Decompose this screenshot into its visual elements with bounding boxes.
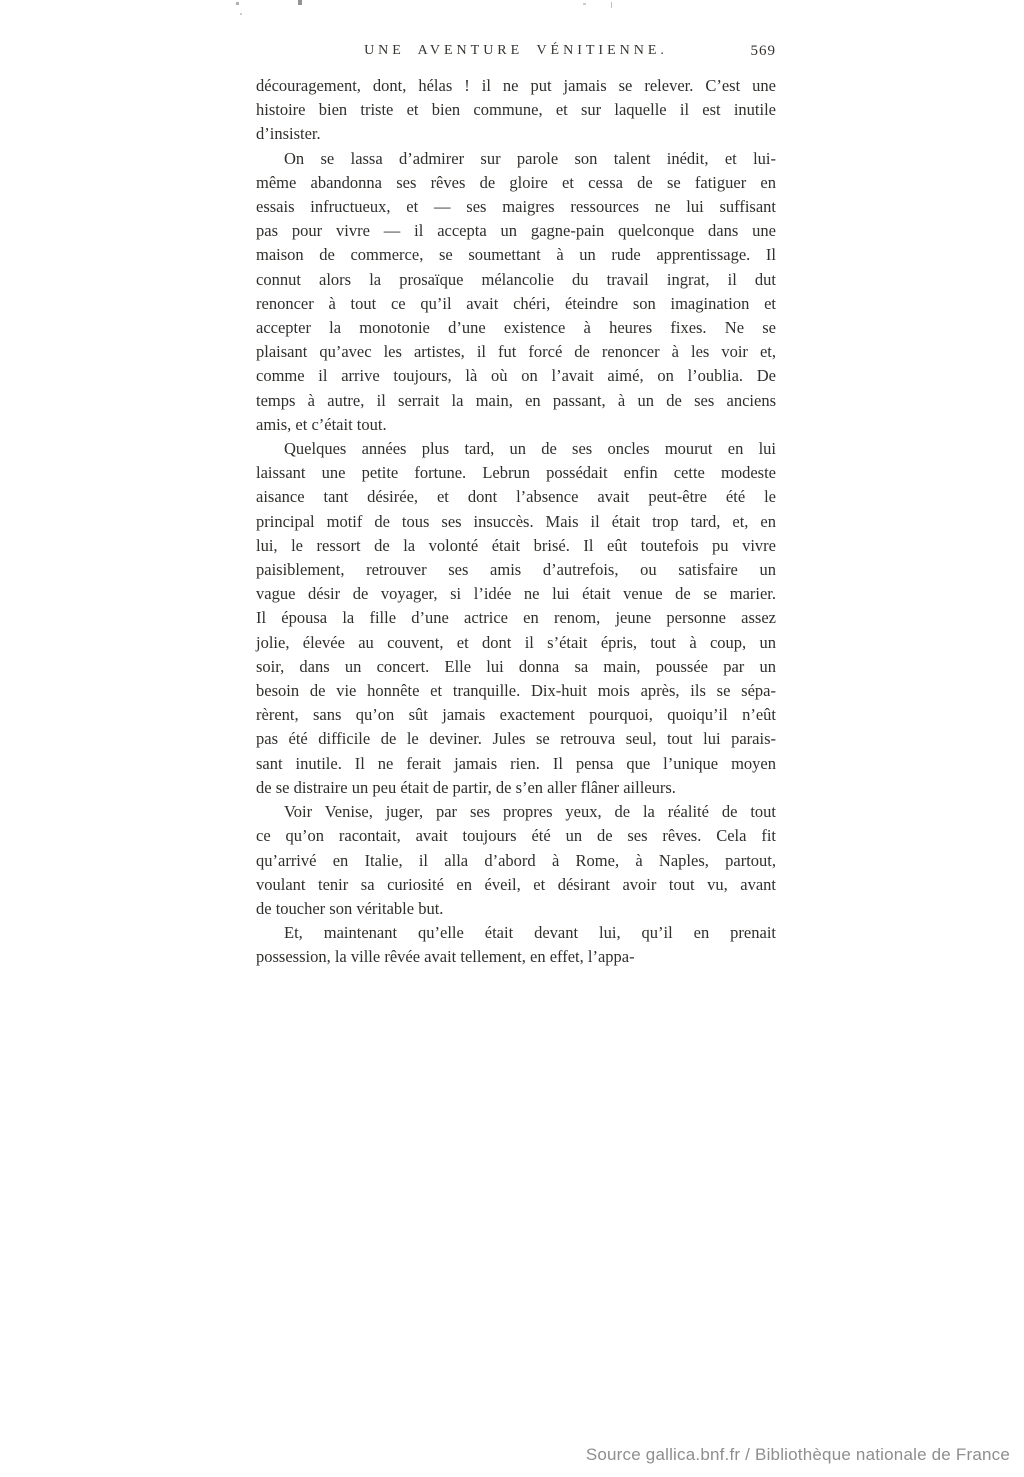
text-line: qu’arrivé en Italie, il alla d’abord à Rome, à Naples, partout, xyxy=(256,850,776,870)
text-line: découragement, dont, hélas ! il ne put jamais se relever. C’est une xyxy=(256,76,776,95)
scan-speck xyxy=(236,2,239,5)
text-line: comme il arrive toujours, là où on l’avait aimé, on l’oublia. De xyxy=(256,366,776,386)
text-line: besoin de vie honnête et tranquille. Dix-huit mois après, ils se sépa- xyxy=(256,681,776,701)
page-text xyxy=(256,74,776,970)
text-line: sant inutile. Il ne ferait jamais rien. Il pensa que l’unique moyen xyxy=(256,753,776,773)
scan-speck xyxy=(583,3,586,5)
paragraph xyxy=(256,437,776,800)
text-line: Voir Venise, juger, par ses propres yeux, de la réalité de tout xyxy=(284,802,776,822)
text-line: soir, dans un concert. Elle lui donna sa main, poussée par un xyxy=(256,656,776,676)
paragraph xyxy=(256,74,776,147)
running-head xyxy=(256,43,776,63)
text-line: même abandonna ses rêves de gloire et cessa de se fatiguer en xyxy=(256,172,776,192)
page-number: 569 xyxy=(750,43,776,59)
text-line: d’insister. xyxy=(256,124,321,144)
source-credit: Source gallica.bnf.fr / Bibliothèque nationale de France xyxy=(585,1445,1010,1464)
text-line: temps à autre, il serrait la main, en passant, à un de ses anciens xyxy=(256,390,776,410)
scan-speck xyxy=(611,2,612,8)
paragraph xyxy=(256,921,776,969)
scan-speck xyxy=(298,0,302,5)
scan-speck xyxy=(240,13,242,15)
text-line: laissant une petite fortune. Lebrun possédait enfin cette modeste xyxy=(256,463,776,483)
paragraph xyxy=(256,800,776,921)
text-line: On se lassa d’admirer sur parole son talent inédit, et lui- xyxy=(284,148,776,168)
text-line: amis, et c’était tout. xyxy=(256,414,387,434)
text-line: Il épousa la fille d’une actrice en renom, jeune personne assez xyxy=(256,608,776,628)
text-line: rèrent, sans qu’on sût jamais exactement pourquoi, quoiqu’il n’eût xyxy=(256,705,776,725)
text-line: histoire bien triste et bien commune, et sur laquelle il est inutile xyxy=(256,100,776,120)
text-line: renoncer à tout ce qu’il avait chéri, éteindre son imagination et xyxy=(256,293,776,313)
text-line: vague désir de voyager, si l’idée ne lui était venue de se marier. xyxy=(256,584,776,604)
paragraph xyxy=(256,147,776,437)
text-line: possession, la ville rêvée avait tellement, en effet, l’appa- xyxy=(256,947,635,967)
text-line: accepter la monotonie d’une existence à heures fixes. Ne se xyxy=(256,318,776,338)
text-line: de toucher son véritable but. xyxy=(256,898,444,918)
text-line: paisiblement, retrouver ses amis d’autrefois, ou satisfaire un xyxy=(256,560,776,580)
text-line: Et, maintenant qu’elle était devant lui, qu’il en prenait xyxy=(284,923,776,943)
text-line: connut alors la prosaïque mélancolie du travail ingrat, il dut xyxy=(256,269,776,289)
text-line: voulant tenir sa curiosité en éveil, et désirant avoir tout vu, avant xyxy=(256,874,776,894)
running-title: UNE AVENTURE VÉNITIENNE. xyxy=(364,43,668,58)
text-line: Quelques années plus tard, un de ses oncles mourut en lui xyxy=(284,439,776,459)
text-line: de se distraire un peu était de partir, de s’en aller flâner ailleurs. xyxy=(256,777,676,797)
text-line: maison de commerce, se soumettant à un rude apprentissage. Il xyxy=(256,245,776,265)
text-line: pas pour vivre — il accepta un gagne-pain quelconque dans une xyxy=(256,221,776,241)
text-line: pas été difficile de le deviner. Jules se retrouva seul, tout lui parais- xyxy=(256,729,776,749)
text-line: jolie, élevée au couvent, et dont il s’était épris, tout à coup, un xyxy=(256,632,776,652)
text-line: ce qu’on racontait, avait toujours été un de ses rêves. Cela fit xyxy=(256,826,776,846)
text-line: plaisant qu’avec les artistes, il fut forcé de renoncer à les voir et, xyxy=(256,342,776,362)
text-line: lui, le ressort de la volonté était brisé. Il eût toutefois pu vivre xyxy=(256,535,776,555)
text-line: aisance tant désirée, et dont l’absence avait peut-être été le xyxy=(256,487,776,507)
text-line: essais infructueux, et — ses maigres ressources ne lui suffisant xyxy=(256,197,776,217)
text-line: principal motif de tous ses insuccès. Mais il était trop tard, et, en xyxy=(256,511,776,531)
